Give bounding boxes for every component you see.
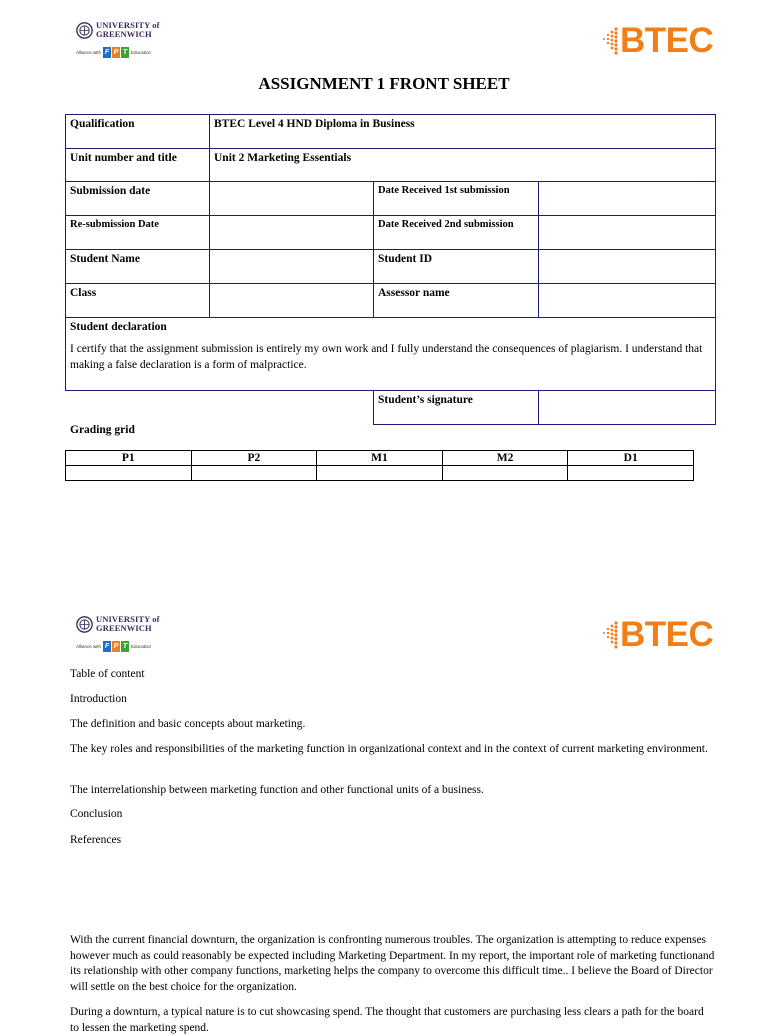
toc-item-definition[interactable]: The definition and basic concepts about marketing. xyxy=(70,718,306,730)
date-received-1-label: Date Received 1st submission xyxy=(373,181,539,216)
fpt-letter-t: T xyxy=(122,643,128,650)
alliance-text: Alliance with xyxy=(76,50,102,55)
student-declaration-box xyxy=(65,317,716,391)
grade-header-m1: M1 xyxy=(317,451,443,466)
university-line-2: GREENWICH xyxy=(96,623,152,633)
signature-label: Student’s signature xyxy=(373,390,539,425)
fpt-logo xyxy=(103,641,129,652)
student-id-label: Student ID xyxy=(373,249,539,284)
body-paragraph-2: During a downturn, a typical nature is to cut showcasing spend. The thought that customers are purchasing less clears a path for the board to lessen the marketing spend. xyxy=(70,1006,704,1034)
submission-date-label: Submission date xyxy=(65,181,210,216)
declaration-text: I certify that the assignment submission is entirely my own work and I fully understand the consequences of plagiarism. I understand that making a false declaration is a form of malpractice. xyxy=(70,343,703,371)
unit-label: Unit number and title xyxy=(65,148,210,182)
grading-grid-table xyxy=(65,450,694,481)
university-line-1: UNIVERSITY of xyxy=(96,614,160,624)
date-received-1-field[interactable] xyxy=(538,181,716,216)
grade-header-d1: D1 xyxy=(568,451,694,466)
grade-cell-m1[interactable] xyxy=(317,466,443,481)
btec-dots-icon xyxy=(600,26,622,56)
btec-wordmark: BTEC xyxy=(620,615,714,654)
student-name-field[interactable] xyxy=(209,249,374,284)
grade-header-p2: P2 xyxy=(191,451,317,466)
grade-cell-p2[interactable] xyxy=(191,466,317,481)
university-line-1: UNIVERSITY of xyxy=(96,20,160,30)
toc-item-references[interactable]: References xyxy=(70,834,122,846)
qualification-value: BTEC Level 4 HND Diploma in Business xyxy=(209,114,716,149)
signature-field[interactable] xyxy=(538,390,716,425)
toc-item-introduction[interactable]: Introduction xyxy=(70,693,127,705)
education-text: Education xyxy=(131,50,152,55)
fpt-logo xyxy=(103,47,129,58)
grade-cell-d1[interactable] xyxy=(568,466,694,481)
student-name-label: Student Name xyxy=(65,249,210,284)
fpt-letter-t: T xyxy=(122,49,128,56)
toc-heading: Table of content xyxy=(70,668,145,680)
unit-value: Unit 2 Marketing Essentials xyxy=(209,148,716,182)
student-id-field[interactable] xyxy=(538,249,716,284)
grade-header-p1: P1 xyxy=(66,451,192,466)
resubmission-date-label: Re-submission Date xyxy=(65,215,210,250)
class-field[interactable] xyxy=(209,283,374,318)
crest-icon xyxy=(76,616,93,633)
page-title: ASSIGNMENT 1 FRONT SHEET xyxy=(258,74,510,93)
education-text: Education xyxy=(131,644,152,649)
btec-dots-icon xyxy=(600,620,622,650)
declaration-title: Student declaration xyxy=(70,321,167,333)
toc-item-conclusion[interactable]: Conclusion xyxy=(70,808,123,820)
alliance-line xyxy=(76,641,151,652)
class-label: Class xyxy=(65,283,210,318)
university-of-greenwich-logo-page-2 xyxy=(76,614,160,656)
assessor-name-label: Assessor name xyxy=(373,283,539,318)
date-received-2-field[interactable] xyxy=(538,215,716,250)
university-of-greenwich-logo xyxy=(76,20,160,62)
toc-item-key-roles[interactable]: The key roles and responsibilities of the marketing function in organizational context and in the context of current marketing environment. xyxy=(70,743,708,755)
resubmission-date-field[interactable] xyxy=(209,215,374,250)
alliance-text: Alliance with xyxy=(76,644,102,649)
fpt-letter-f: F xyxy=(104,49,110,56)
qualification-label: Qualification xyxy=(65,114,210,149)
fpt-letter-p: P xyxy=(113,49,119,56)
fpt-letter-p: P xyxy=(113,643,119,650)
grading-value-row xyxy=(66,466,694,481)
grade-header-m2: M2 xyxy=(442,451,568,466)
grade-cell-m2[interactable] xyxy=(442,466,568,481)
grade-cell-p1[interactable] xyxy=(66,466,192,481)
btec-wordmark: BTEC xyxy=(620,21,714,60)
body-paragraph-1: With the current financial downturn, the organization is confronting numerous troubles. The organization is attempting to reduce expenses however much as could reasonably be expected including Marketing Department. In my report, the important role of marketing functionand its relationship with other company functions, marketing helps the company to overcome this difficult time.. I believe the Board of Director will settle on the best choice for the organization. xyxy=(70,934,715,993)
date-received-2-label: Date Received 2nd submission xyxy=(373,215,539,250)
grading-grid-label: Grading grid xyxy=(70,424,135,436)
toc-item-interrelationship[interactable]: The interrelationship between marketing function and other functional units of a business. xyxy=(70,784,484,796)
alliance-line xyxy=(76,47,151,58)
university-line-2: GREENWICH xyxy=(96,29,152,39)
btec-logo xyxy=(600,20,718,62)
assessor-name-field[interactable] xyxy=(538,283,716,318)
btec-logo-page-2 xyxy=(600,614,718,656)
submission-date-field[interactable] xyxy=(209,181,374,216)
grading-header-row xyxy=(66,451,694,466)
fpt-letter-f: F xyxy=(104,643,110,650)
crest-icon xyxy=(76,22,93,39)
